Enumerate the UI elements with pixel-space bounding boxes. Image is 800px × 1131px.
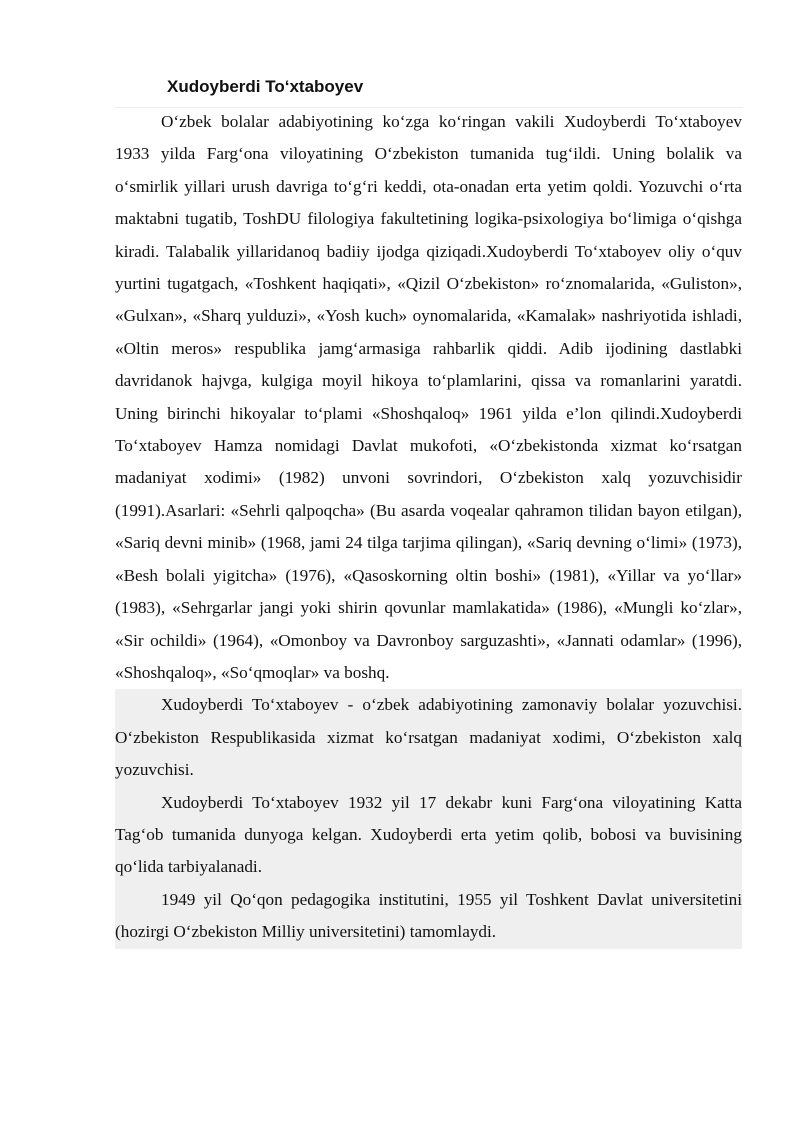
education-paragraph: 1949 yil Qo‘qon pedagogika institutini, 1955 yil Toshkent Davlat universitetini (hozirgi O‘zbekiston Milliy universitetini) tamomlaydi. (115, 889, 742, 942)
highlighted-section (115, 689, 742, 948)
biography-paragraph: O‘zbek bolalar adabiyotining ko‘zga ko‘ringan vakili Xudoyberdi To‘xtaboyev 1933 yilda Farg‘ona viloyatining O‘zbekiston tumanida tug‘ildi. Uning bolalik va o‘smirlik yillari urush davriga to‘g‘ri keddi, ota-onadan erta yetim qoldi. Yozuvchi o‘rta maktabni tugatib, ToshDU filologiya fakultetining logika-psixologiya bo‘limiga o‘qishga kiradi. Talabalik yillaridanoq badiiy ijodga qiziqadi.Xudoyberdi To‘xtaboyev oliy o‘quv yurtini tugatgach, «Toshkent haqiqati», «Qizil O‘zbekiston» ro‘znomalarida, «Guliston», «Gulxan», «Sharq yulduzi», «Yosh kuch» oynomalarida, «Kamalak» nashriyotida ishladi, «Oltin meros» respublika jamg‘armasiga rahbarlik qiddi. Adib ijodining dastlabki davridanok hajvga, kulgiga moyil hikoya to‘plamlarini, qissa va romanlarini yaratdi. Uning birinchi hikoyalar to‘plami «Shoshqaloq» 1961 yilda e’lon qilindi.Xudoyberdi To‘xtaboyev Hamza nomidagi Davlat mukofoti, «O‘zbekistonda xizmat ko‘rsatgan madaniyat xodimi» (1982) unvoni sovrindori, O‘zbekiston xalq yozuvchisidir (1991).Asarlari: «Sehrli qalpoqcha» (Bu asarda voqealar qahramon tilidan bayon etilgan), «Sariq devni minib» (1968, jami 24 tilga tarjima qilingan), «Sariq devning o‘limi» (1973), «Besh bolali yigitcha» (1976), «Qasoskorning oltin boshi» (1981), «Yillar va yo‘llar» (1983), «Sehrgarlar jangi yoki shirin qovunlar mamlakatida» (1986), «Mungli ko‘zlar», «Sir ochildi» (1964), «Omonboy va Davronboy sarguzashti», «Jannati odamlar» (1996), «Shoshqaloq», «So‘qmoqlar» va boshq. (115, 112, 742, 682)
summary-paragraph: Xudoyberdi To‘xtaboyev - o‘zbek adabiyotining zamonaviy bolalar yozuvchisi. O‘zbekiston Respublikasida xizmat ko‘rsatgan madaniyat xodimi, O‘zbekiston xalq yozuvchisi. (115, 695, 742, 780)
birth-paragraph: Xudoyberdi To‘xtaboyev 1932 yil 17 dekabr kuni Farg‘ona viloyatining Katta Tag‘ob tumanida dunyoga kelgan. Xudoyberdi erta yetim qolib, bobosi va buvisining qo‘lida tarbiyalanadi. (115, 792, 742, 877)
page-title: Xudoyberdi To‘xtaboyev (167, 77, 364, 96)
document-body (115, 106, 742, 949)
